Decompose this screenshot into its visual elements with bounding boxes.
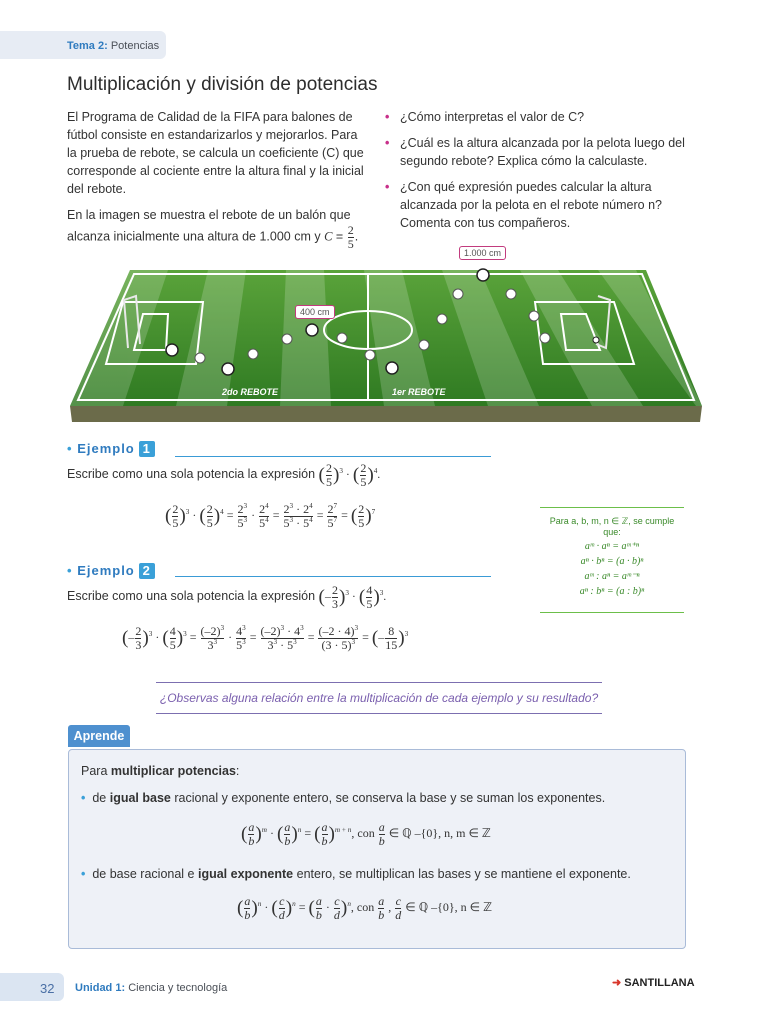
soccer-field-illustration: [68, 240, 704, 424]
list-item: • ¿Con qué expresión puedes calcular la altura alcanzada por la pelota en el rebote número n? Comenta con tus compañeros.: [385, 180, 662, 230]
ball-icon: [477, 269, 489, 281]
aprende-tab: Aprende: [68, 725, 130, 747]
ejemplo-1-number: 1: [139, 441, 155, 457]
ejemplo-1-heading: • Ejemplo 1: [67, 441, 155, 457]
page-title: Multiplicación y división de potencias: [67, 74, 378, 95]
property-rule: aⁿ · bⁿ = (a · b)ⁿ: [580, 556, 644, 567]
footer-unit: Unidad 1: Ciencia y tecnología: [75, 982, 228, 994]
question-list: [385, 108, 690, 240]
page-number: 32: [40, 981, 55, 996]
properties-box: [540, 507, 684, 613]
property-rule: aᵐ · aⁿ = aᵐ⁺ⁿ: [584, 541, 640, 552]
ejemplo-2-heading: • Ejemplo 2: [67, 563, 155, 579]
ejemplo-1-rule: [175, 456, 491, 457]
aprende-bullet-2: • de base racional e igual exponente entero, se multiplican las bases y se mantiene el exponente.: [81, 867, 631, 881]
ejemplo-2-rule: [175, 576, 491, 577]
intro-paragraph-2: En la imagen se muestra el rebote de un balón que alcanza inicialmente una altura de 1.000 cm y C = $\frac{2}{5}$ .: [67, 208, 359, 251]
aprende-formula-1: ( $\frac{a}{b}$ )$^m$ · ( $\frac{a}{b}$ )$^n$ = ( $\frac{a}{b}$ )$^{m + n}$, con $\frac{a}{b}$ ∈ ℚ –{0}, n, m ∈ ℤ: [241, 820, 491, 848]
field-svg: [68, 240, 704, 424]
bullet-icon: •: [81, 867, 86, 881]
ejemplo-2-solution: (– $\frac{2}{3}$ )$^3$ · ( $\frac{4}{5}$ )$^3$ = $\frac{(-2)^3}{3^3}$ · $\frac{4^3}{5^3}$ = $\frac{(-2)^3 \cdot 4^3}{3^3 \cdot 5^3}$ = $\frac{(-2 \cdot 4)^3}{(3 \cdot 5)^3}$ = (– $\frac{8}{15}$ )$^3$: [122, 624, 409, 652]
rebote-1-label: 1er REBOTE: [392, 387, 446, 397]
publisher-logo: ➜ SANTILLANA: [612, 977, 695, 989]
tema-label: Tema 2: Potencias: [67, 40, 160, 52]
properties-intro: Para a, b, m, n ∈ ℤ, se cumple que:: [549, 516, 675, 537]
height-tag-1000: 1.000 cm: [459, 246, 506, 260]
list-item: • ¿Cuál es la altura alcanzada por la pelota luego del segundo rebote? Explica cómo la calculaste.: [385, 136, 685, 168]
height-tag-400: 400 cm: [295, 305, 335, 319]
aprende-box: [68, 749, 686, 949]
property-rule: aⁿ : bⁿ = (a : b)ⁿ: [579, 586, 645, 597]
ejemplo-2-prompt: Escribe como una sola potencia la expresión (– $\frac{2}{3}$ )$^3$ · ( $\frac{4}{5}$ )$^3$.: [67, 583, 387, 611]
ejemplo-1-solution: ( $\frac{2}{5}$ )$^3$ · ( $\frac{2}{5}$ )$^4$ = $\frac{2^3}{5^3}$ · $\frac{2^4}{5^4}$ = $\frac{2^3 \cdot 2^4}{5^3 \cdot 5^4}$ = $\frac{2^7}{5^7}$ = ( $\frac{2}{5}$ )$^7$: [165, 502, 376, 530]
rebote-2-label: 2do REBOTE: [222, 387, 279, 397]
bullet-icon: •: [385, 110, 390, 124]
bullet-icon: •: [385, 180, 390, 194]
intro-text: [67, 108, 367, 258]
property-rule: aᵐ : aⁿ = aᵐ⁻ⁿ: [584, 571, 640, 582]
aprende-bullet-1: • de igual base racional y exponente entero, se conserva la base y se suman los exponentes.: [81, 791, 606, 805]
ejemplo-2-number: 2: [139, 563, 155, 579]
bullet-icon: •: [385, 136, 390, 150]
aprende-formula-2: ( $\frac{a}{b}$ )$^n$ · ( $\frac{c}{d}$ )$^n$ = ( $\frac{a}{b}$ · $\frac{c}{d}$ )$^n$, con $\frac{a}{b}$ , $\frac{c}{d}$ ∈ ℚ –{0}, n ∈ ℤ: [237, 894, 493, 922]
field-base: [70, 406, 702, 422]
intro-paragraph-1: El Programa de Calidad de la FIFA para balones de fútbol consiste en estandarizarlos y mejorarlos. Para la prueba de rebote, se calcula un coeficiente (C) que corresponde al cociente entre la altura final y la inicial del rebote.: [67, 110, 364, 196]
reflection-question: ¿Observas alguna relación entre la multiplicación de cada ejemplo y su resultado?: [156, 682, 602, 714]
bullet-icon: •: [81, 791, 86, 805]
ejemplo-1-prompt: Escribe como una sola potencia la expresión ( $\frac{2}{5}$ )$^3$ · ( $\frac{2}{5}$ )$^4$.: [67, 461, 381, 489]
aprende-intro: Para multiplicar potencias:: [81, 764, 240, 778]
list-item: • ¿Cómo interpretas el valor de C?: [385, 110, 585, 124]
logo-icon: ➜: [612, 977, 622, 989]
